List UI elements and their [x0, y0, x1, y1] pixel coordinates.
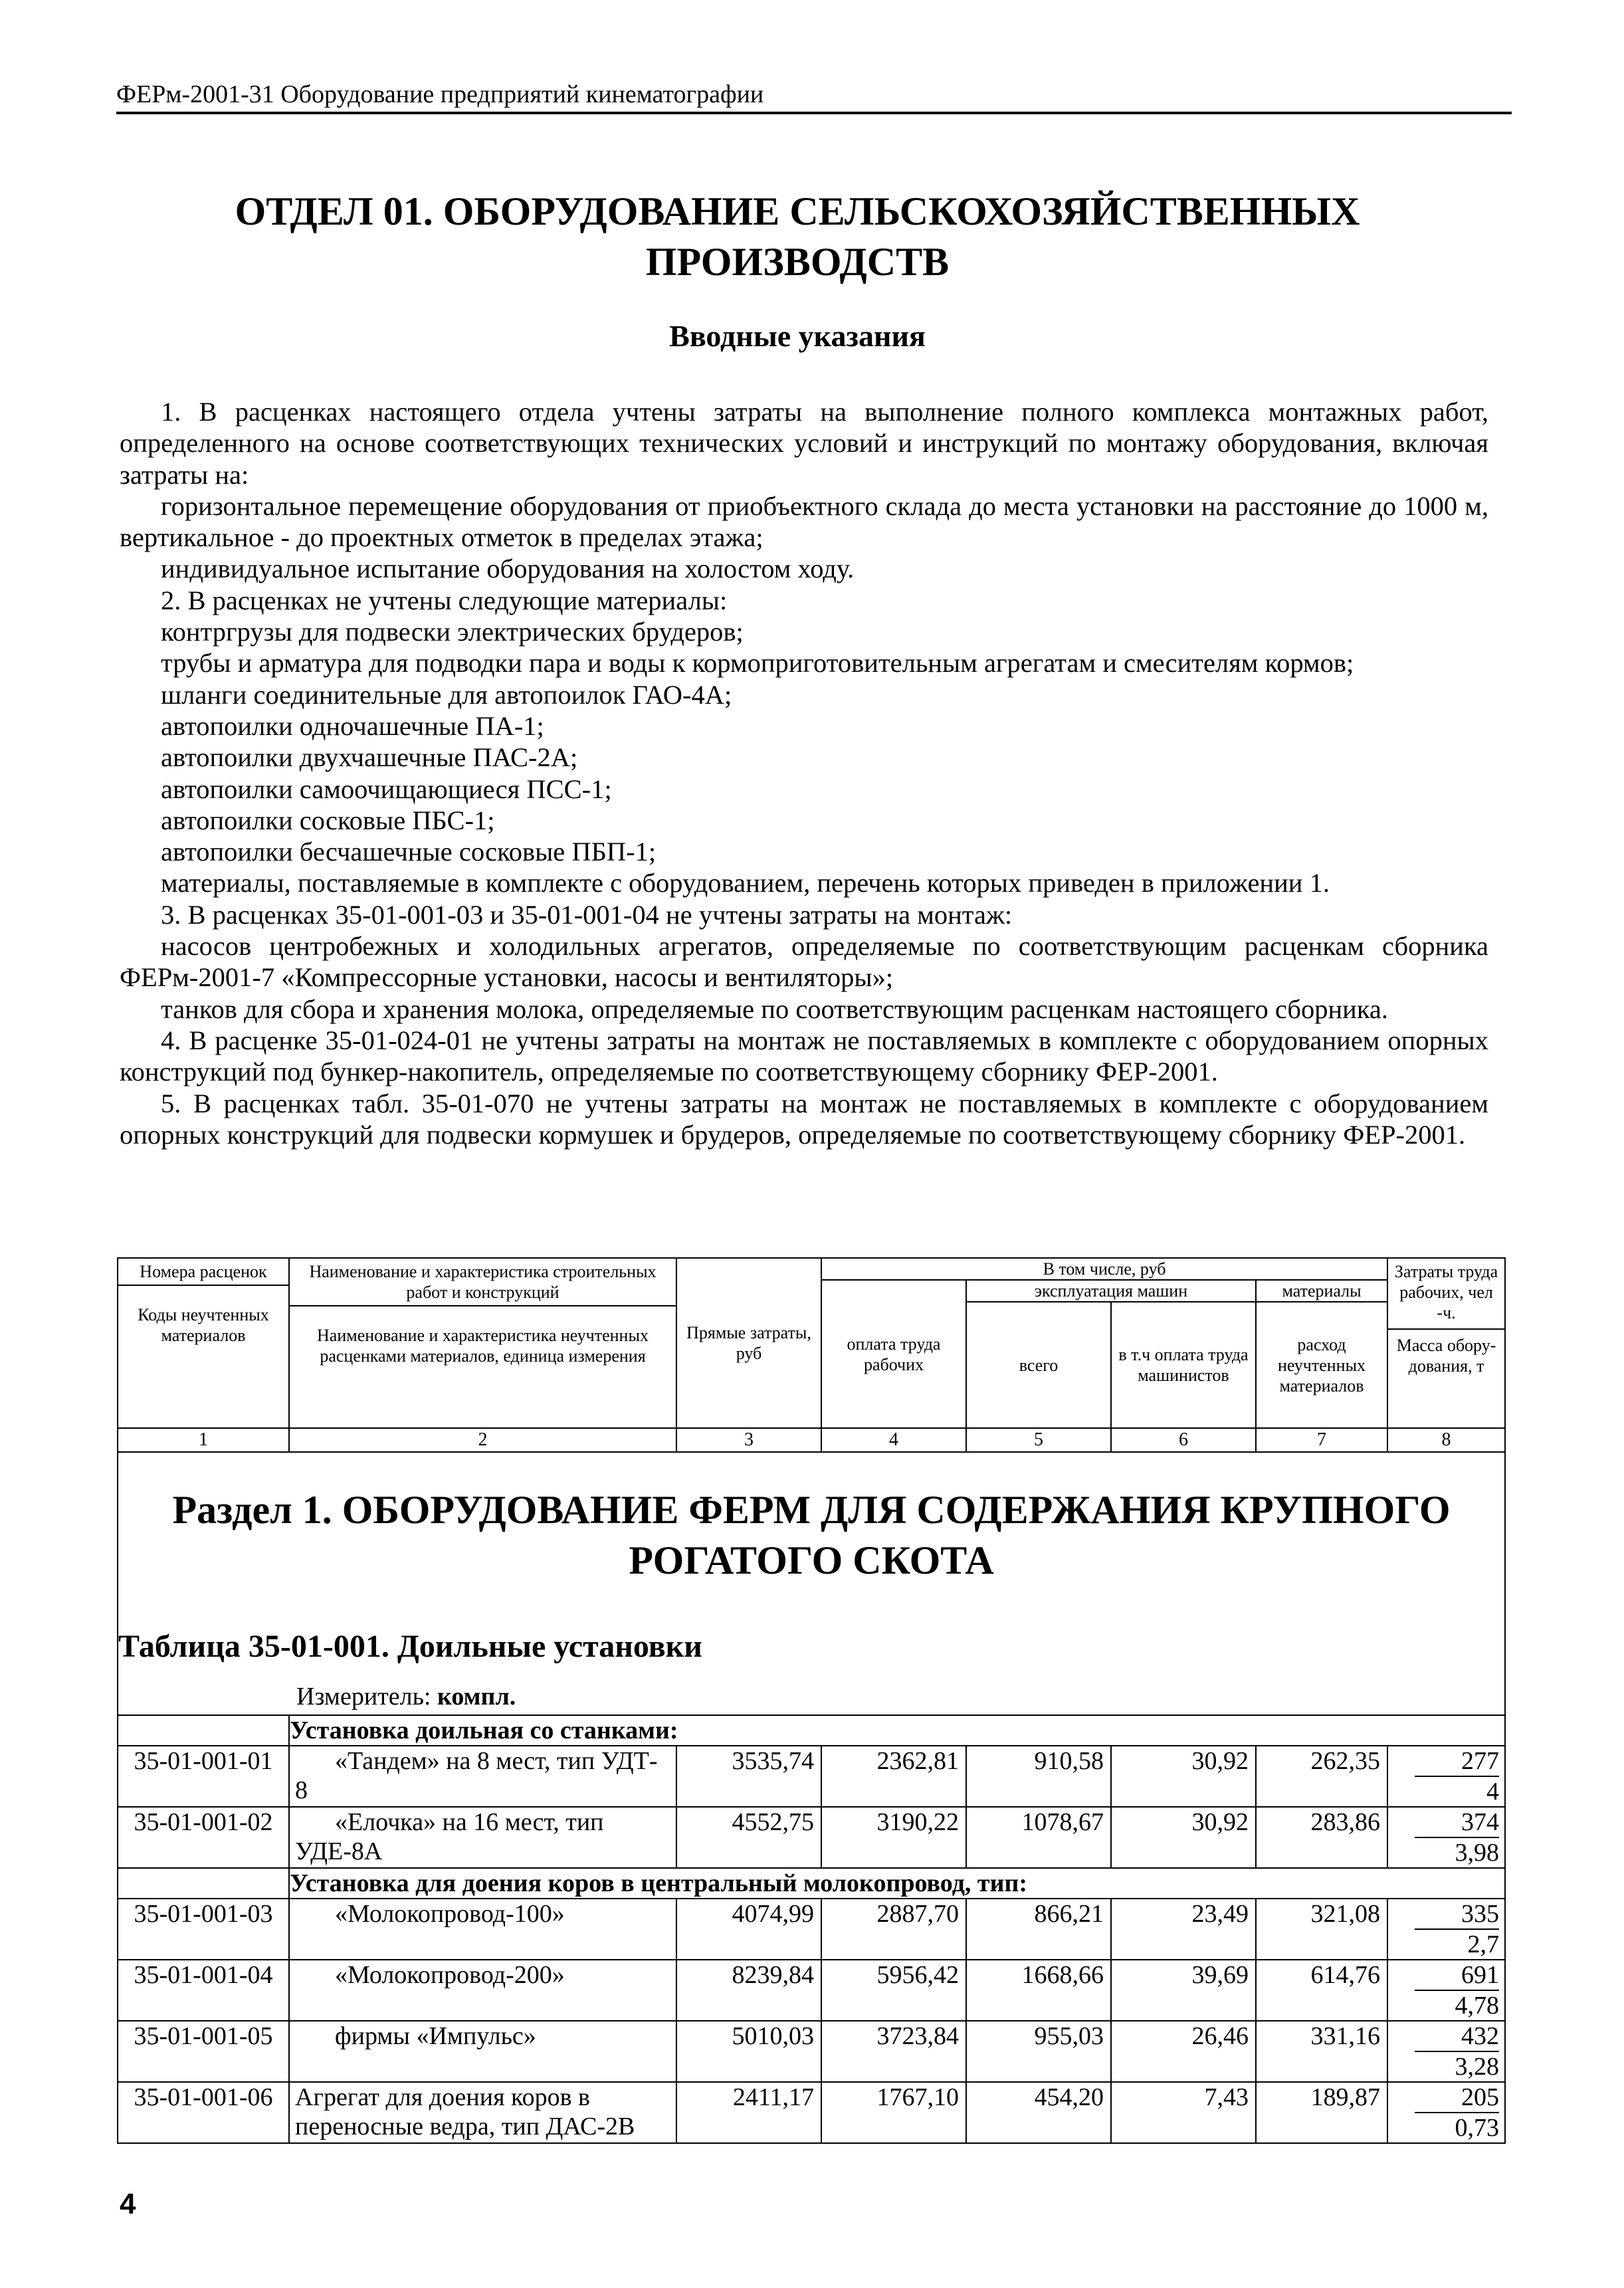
rate-code: 35-01-001-06: [118, 2082, 289, 2143]
table-section-title-line-1: Раздел 1. ОБОРУДОВАНИЕ ФЕРМ ДЛЯ СОДЕРЖАНИЯ КРУПНОГО: [172, 1488, 1451, 1532]
table-row: [118, 2021, 1505, 2082]
materials-cost: 614,76: [1256, 1960, 1387, 2021]
group-row-blank: [118, 1868, 289, 1899]
intro-paragraph: автопоилки бесчашечные сосковые ПБП-1;: [161, 837, 657, 867]
intro-paragraph: танков для сбора и хранения молока, определяемые по соответствующим расценкам настоящего сборника.: [161, 993, 1389, 1024]
intro-paragraph: 2. В расценках не учтены следующие материалы:: [161, 585, 728, 615]
column-number: 1: [118, 1428, 289, 1452]
section-heading-row: [118, 1452, 1505, 1715]
equipment-mass: 2,7: [1467, 1930, 1500, 1958]
section-title-line-1: ОТДЕЛ 01. ОБОРУДОВАНИЕ СЕЛЬСКОХОЗЯЙСТВЕННЫХ: [235, 189, 1360, 233]
intro-paragraph: контргрузы для подвески электрических брудеров;: [161, 617, 744, 647]
header-col-8: [1387, 1258, 1505, 1428]
operator-wage: 23,49: [1111, 1899, 1256, 1960]
header-col-4: оплата труда рабочих: [821, 1280, 966, 1428]
table-row: [118, 1746, 1505, 1807]
header-machines: эксплуатация машин: [966, 1280, 1256, 1302]
equipment-mass: 4: [1486, 1778, 1500, 1806]
intro-paragraph: автопоилки одночашечные ПА-1;: [161, 710, 544, 741]
intro-paragraph: автопоилки самоочищающиеся ПСС-1;: [161, 774, 612, 804]
materials-cost: 331,16: [1256, 2021, 1387, 2082]
header-col-2-bottom: Наименование и характеристика неучтенных расценками материалов, единица измерения: [317, 1326, 649, 1366]
rate-name-line-1: «Тандем» на 8 мест, тип УДТ-: [335, 1747, 658, 1775]
rate-name-line-1: «Молокопровод-100»: [335, 1900, 565, 1928]
rate-code: 35-01-001-02: [118, 1807, 289, 1868]
rate-name-line-2: 8: [295, 1776, 308, 1804]
intro-paragraph: 1. В расценках настоящего отдела учтены затраты на выполнение полного комплекса монтажных работ, определенного на основе соответствующих технических условий и инструкций по монтажу оборудования, включая затраты на:: [120, 397, 1488, 490]
rate-code: 35-01-001-05: [118, 2021, 289, 2082]
column-number: 6: [1111, 1428, 1256, 1452]
materials-cost: 321,08: [1256, 1899, 1387, 1960]
rate-name: [289, 2082, 676, 2143]
header-col-1: [118, 1258, 289, 1428]
equipment-mass: 3,28: [1455, 2053, 1500, 2081]
table-meter: [118, 1665, 1504, 1712]
intro-paragraph: трубы и арматура для подводки пара и воды к кормоприготовительным агрегатам и смесителям кормов;: [161, 648, 1354, 678]
labor-and-mass: [1387, 2021, 1505, 2082]
labor-and-mass: [1387, 1746, 1505, 1807]
group-row: [118, 1715, 1505, 1746]
direct-cost: 4552,75: [676, 1807, 821, 1868]
machine-cost: 1668,66: [966, 1960, 1111, 2021]
column-number-row: [118, 1428, 1505, 1452]
intro-text: [120, 396, 1488, 1150]
labor-and-mass: [1387, 1899, 1505, 1960]
labor-hours: 691: [1415, 1960, 1499, 1991]
intro-paragraph: индивидуальное испытание оборудования на холостом ходу.: [161, 554, 855, 584]
group-row: [118, 1868, 1505, 1899]
worker-wage: 3723,84: [821, 2021, 966, 2082]
section-title-line-2: ПРОИЗВОДСТВ: [645, 240, 950, 284]
direct-cost: 5010,03: [676, 2021, 821, 2082]
rate-name: [289, 1807, 676, 1868]
rate-name-line-1: фирмы «Импульс»: [335, 2022, 536, 2050]
rate-name: [289, 1746, 676, 1807]
column-number: 4: [821, 1428, 966, 1452]
machine-cost: 910,58: [966, 1746, 1111, 1807]
labor-hours: 374: [1415, 1808, 1499, 1838]
column-number: 7: [1256, 1428, 1387, 1452]
header-col-8-bottom: Масса обору-дования, т: [1388, 1328, 1504, 1376]
intro-paragraph: автопоилки двухчашечные ПАС-2А;: [161, 742, 578, 773]
table-header-row: [118, 1258, 1505, 1280]
worker-wage: 1767,10: [821, 2082, 966, 2143]
operator-wage: 39,69: [1111, 1960, 1256, 2021]
column-number: 3: [676, 1428, 821, 1452]
header-col-7: расход неучтенных материалов: [1256, 1302, 1387, 1428]
table-section-title: [118, 1453, 1504, 1586]
table-row: [118, 1807, 1505, 1868]
intro-paragraph: материалы, поставляемые в комплекте с оборудованием, перечень которых приведен в приложении 1.: [161, 868, 1330, 898]
header-col-1-bottom: Коды неучтенных материалов: [138, 1305, 269, 1345]
worker-wage: 2362,81: [821, 1746, 966, 1807]
header-incl: В том числе, руб: [821, 1258, 1387, 1280]
table-row: [118, 2082, 1505, 2143]
intro-paragraph: 5. В расценках табл. 35-01-070 не учтены затраты на монтаж не поставляемых в комплекте с оборудованием опорных конструкций для подвески кормушек и брудеров, определяемые по соответствующему сборнику ФЕР-2001.: [120, 1088, 1488, 1150]
meter-unit: компл.: [437, 1683, 516, 1711]
labor-and-mass: [1387, 1960, 1505, 2021]
header-col-3: Прямые затраты, руб: [676, 1258, 821, 1428]
intro-paragraph: насосов центробежных и холодильных агрегатов, определяемые по соответствующим расценкам сборника ФЕРм-2001-7 «Компрессорные установки, насосы и вентиляторы»;: [120, 931, 1488, 993]
intro-heading: Вводные указания: [669, 319, 926, 353]
table-row: [118, 1960, 1505, 2021]
direct-cost: 3535,74: [676, 1746, 821, 1807]
rate-name-line-1: «Молокопровод-200»: [335, 1961, 565, 1989]
machine-cost: 454,20: [966, 2082, 1111, 2143]
rate-name-line-1: Агрегат для доения коров в: [295, 2083, 590, 2111]
rate-code: 35-01-001-04: [118, 1960, 289, 2021]
running-header: ФЕРм-2001-31 Оборудование предприятий кинематографии: [116, 80, 1512, 114]
header-col-1-top: Номера расценок: [118, 1259, 288, 1286]
operator-wage: 7,43: [1111, 2082, 1256, 2143]
rate-name: [289, 1899, 676, 1960]
equipment-mass: 4,78: [1455, 1992, 1500, 2020]
operator-wage: 26,46: [1111, 2021, 1256, 2082]
section-title: [133, 186, 1462, 287]
machine-cost: 1078,67: [966, 1807, 1111, 1868]
header-materials: материалы: [1256, 1280, 1387, 1302]
rate-code: 35-01-001-01: [118, 1746, 289, 1807]
machine-cost: 955,03: [966, 2021, 1111, 2082]
machine-cost: 866,21: [966, 1899, 1111, 1960]
intro-paragraph: шланги соединительные для автопоилок ГАО-4А;: [161, 679, 732, 710]
intro-paragraph: 4. В расценке 35-01-024-01 не учтены затраты на монтаж не поставляемых в комплекте с оборудованием опорных конструкций под бункер-накопитель, определяемые по соответствующему сборнику ФЕР-2001.: [120, 1025, 1488, 1087]
direct-cost: 8239,84: [676, 1960, 821, 2021]
rate-name-line-1: «Елочка» на 16 мест, тип: [335, 1808, 604, 1836]
operator-wage: 30,92: [1111, 1746, 1256, 1807]
section-heading-cell: [118, 1452, 1505, 1715]
rate-name: [289, 1960, 676, 2021]
worker-wage: 3190,22: [821, 1807, 966, 1868]
direct-cost: 2411,17: [676, 2082, 821, 2143]
worker-wage: 5956,42: [821, 1960, 966, 2021]
page-number: 4: [120, 2188, 136, 2220]
intro-paragraph: 3. В расценках 35-01-001-03 и 35-01-001-04 не учтены затраты на монтаж:: [161, 899, 1013, 930]
column-number: 5: [966, 1428, 1111, 1452]
labor-hours: 335: [1415, 1899, 1499, 1930]
rates-table-grid: [117, 1257, 1506, 2144]
rate-name: [289, 2021, 676, 2082]
header-col-8-top: Затраты труда рабочих, чел -ч.: [1394, 1262, 1498, 1322]
meter-label: Измеритель:: [296, 1683, 437, 1711]
worker-wage: 2887,70: [821, 1899, 966, 1960]
group-row-blank: [118, 1715, 289, 1746]
materials-cost: 283,86: [1256, 1807, 1387, 1868]
materials-cost: 262,35: [1256, 1746, 1387, 1807]
header-col-2: [289, 1258, 676, 1428]
header-col-5: всего: [966, 1302, 1111, 1428]
rate-name-line-2: переносные ведра, тип ДАС-2В: [295, 2113, 635, 2140]
header-col-2-top: Наименование и характеристика строительных работ и конструкций: [290, 1259, 676, 1306]
table-title: Таблица 35-01-001. Доильные установки: [118, 1629, 702, 1664]
operator-wage: 30,92: [1111, 1807, 1256, 1868]
group-title: Установка для доения коров в центральный молокопровод, тип:: [289, 1868, 1505, 1899]
materials-cost: 189,87: [1256, 2082, 1387, 2143]
labor-hours: 205: [1415, 2083, 1499, 2113]
labor-and-mass: [1387, 2082, 1505, 2143]
header-col-6: в т.ч оплата труда машинистов: [1111, 1302, 1256, 1428]
rate-code: 35-01-001-03: [118, 1899, 289, 1960]
rate-name-line-2: УДЕ-8А: [295, 1837, 383, 1865]
labor-hours: 277: [1415, 1746, 1499, 1777]
equipment-mass: 0,73: [1455, 2114, 1500, 2142]
direct-cost: 4074,99: [676, 1899, 821, 1960]
equipment-mass: 3,98: [1455, 1839, 1500, 1867]
labor-and-mass: [1387, 1807, 1505, 1868]
intro-paragraph: горизонтальное перемещение оборудования от приобъектного склада до места установки на расстояние до 1000 м, вертикальное - до проектных отметок в пределах этажа;: [120, 490, 1488, 553]
group-title: Установка доильная со станками:: [289, 1715, 1505, 1746]
intro-paragraph: автопоилки сосковые ПБС-1;: [161, 805, 495, 835]
table-row: [118, 1899, 1505, 1960]
labor-hours: 432: [1415, 2022, 1499, 2052]
table-section-title-line-2: РОГАТОГО СКОТА: [629, 1538, 994, 1582]
rates-table: [117, 1257, 1504, 2144]
column-number: 2: [289, 1428, 676, 1452]
column-number: 8: [1387, 1428, 1505, 1452]
